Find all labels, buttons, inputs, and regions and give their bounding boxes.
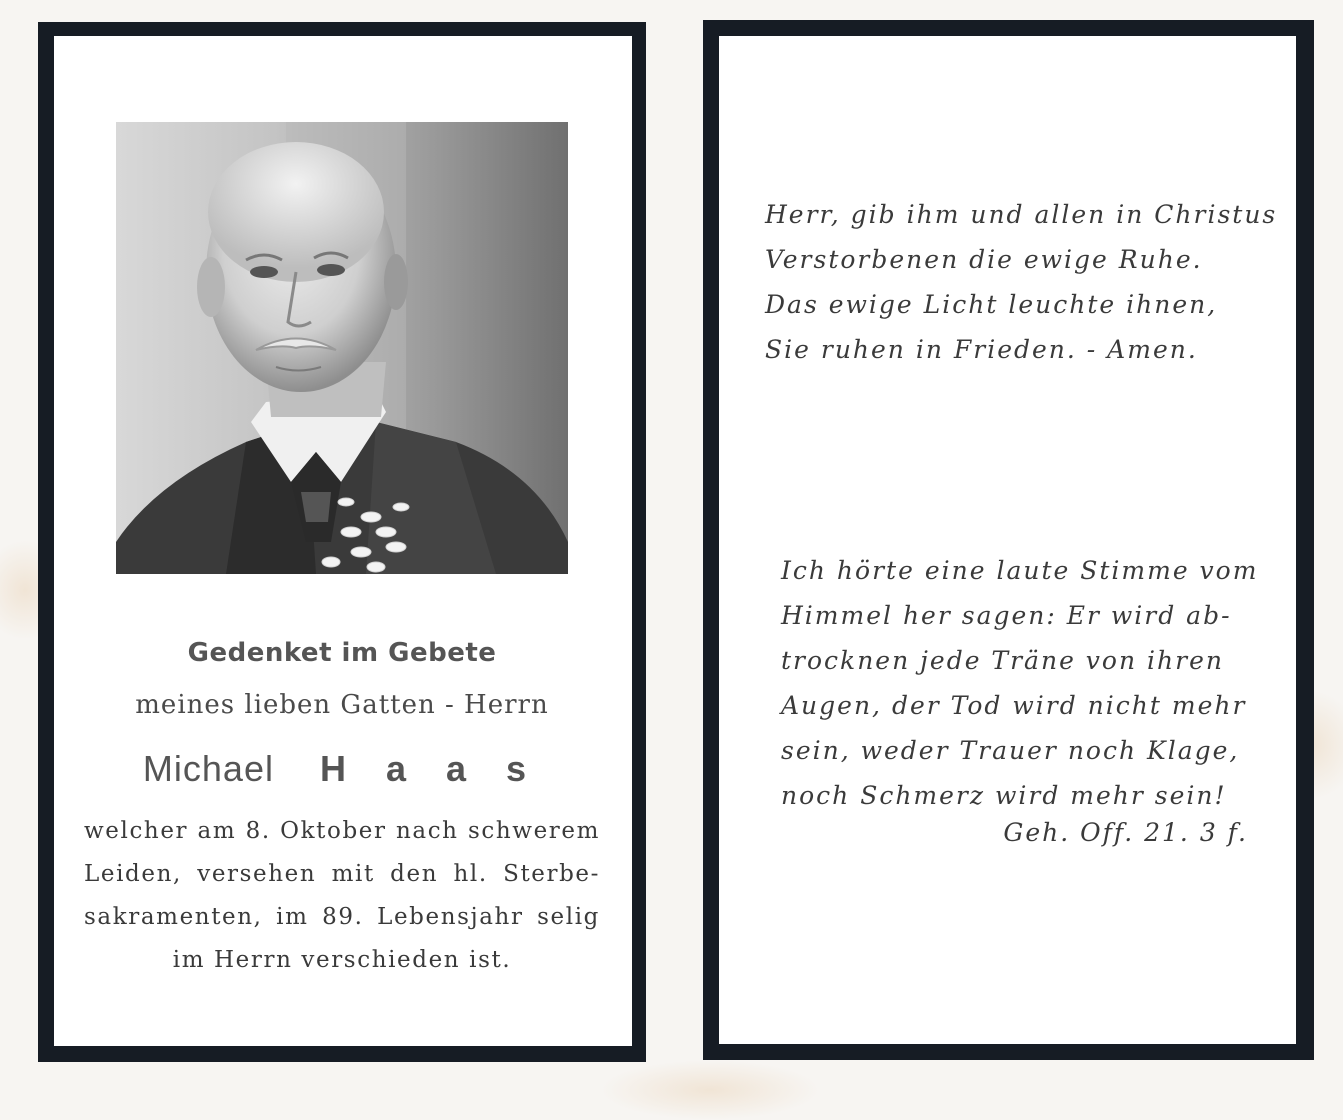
bible-verse — [781, 548, 1258, 818]
obituary-text — [84, 810, 600, 982]
heading: Gedenket im Gebete — [187, 638, 497, 668]
portrait-photo — [116, 122, 568, 574]
verse-reference: Geh. Off. 21. 3 f. — [1003, 818, 1248, 847]
obituary-line: Leiden, versehen mit den hl. Sterbe- — [84, 861, 600, 887]
verse-line: sein, weder Trauer noch Klage, — [781, 736, 1240, 765]
obituary-line: sakramenten, im 89. Lebensjahr selig — [84, 904, 600, 930]
obituary-line: im Herrn verschieden ist. — [172, 947, 512, 973]
prayer-line: Verstorbenen die ewige Ruhe. — [765, 245, 1203, 274]
verse-line: noch Schmerz wird mehr sein! — [781, 781, 1227, 810]
first-name: Michael — [142, 748, 274, 789]
prayer-line: Herr, gib ihm und allen in Christus — [765, 200, 1278, 229]
verse-line: Augen, der Tod wird nicht mehr — [781, 691, 1247, 720]
verse-line: Himmel her sagen: Er wird ab- — [781, 601, 1232, 630]
prayer-line: Sie ruhen in Frieden. - Amen. — [765, 335, 1198, 364]
verse-line: Ich hörte eine laute Stimme vom — [781, 556, 1259, 585]
subheading: meines lieben Gatten - Herrn — [135, 690, 549, 720]
memorial-card-front — [38, 22, 646, 1062]
prayer-text — [765, 192, 1277, 372]
memorial-card-back — [703, 20, 1314, 1060]
deceased-name — [54, 748, 630, 790]
portrait-illustration — [116, 122, 568, 574]
last-name: H a a s — [319, 748, 542, 789]
obituary-line: welcher am 8. Oktober nach schwerem — [84, 818, 600, 844]
verse-line: trocknen jede Träne von ihren — [781, 646, 1224, 675]
paper-stain — [600, 1060, 820, 1120]
prayer-line: Das ewige Licht leuchte ihnen, — [765, 290, 1218, 319]
